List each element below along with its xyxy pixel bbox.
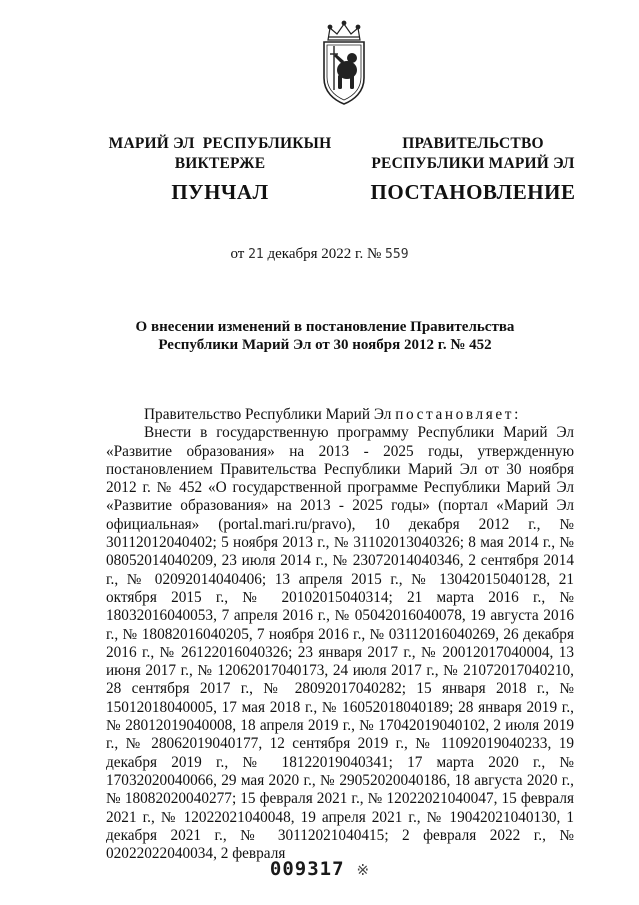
header-mari-decree-title: ПУНЧАЛ — [171, 180, 269, 204]
header-russian-line1: ПРАВИТЕЛЬСТВО — [402, 135, 544, 152]
decree-date-line — [0, 246, 639, 263]
document-title-line2: Республики Марий Эл от 30 ноября 2012 г. № 452 — [158, 337, 492, 353]
header-russian-block — [362, 134, 584, 174]
document-title — [110, 318, 540, 354]
crown-icon — [328, 21, 360, 40]
header-mari-line1: МАРИЙ ЭЛ РЕСПУБЛИКЫН — [108, 135, 332, 152]
date-prefix: от — [230, 246, 245, 262]
document-body — [106, 406, 574, 863]
coat-of-arms-emblem — [318, 20, 370, 106]
document-title-line1: О внесении изменений в постановление Правительства — [135, 319, 515, 335]
form-serial-number — [0, 858, 639, 880]
header-russian-decree-title: ПОСТАНОВЛЕНИЕ — [370, 180, 576, 204]
date-month-year: декабря 2022 г. № — [267, 246, 382, 262]
body-intro-text: Правительство Республики Марий Эл — [144, 406, 392, 423]
body-intro-verb: постановляет: — [395, 406, 521, 423]
serial-number: 009317 — [269, 858, 345, 880]
decree-number: 559 — [385, 247, 409, 262]
body-intro — [106, 406, 574, 424]
body-paragraph: Внести в государственную программу Республики Марий Эл «Развитие образования» на 2013 - 2025 годы, утвержденную постановлением Правительства Республики Марий Эл от 30 ноября 2012 г. № 452 «О государственной программе Республики Марий Эл «Развитие образования» на 2013 - 2025 годы» (портал «Марий Эл официальная» (portal.mari.ru/pravo), 10 декабря 2012 г., № 30112012040402; 5 ноября 2013 г., № 31102013040326; 8 мая 2014 г., № 08052014040209, 23 июля 2014 г., № 23072014040346, 2 сентября 2014 г., № 02092014040406; 13 апреля 2015 г., № 13042015040128, 21 октября 2015 г., № 20102015040314; 21 марта 2016 г., № 18032016040053, 7 апреля 2016 г., № 05042016040078, 19 августа 2016 г., № 18082016040205, 7 ноября 2016 г., № 03112016040269, 26 декабря 2016 г., № 26122016040326; 23 января 2017 г., № 20012017040004, 13 июня 2017 г., № 12062017040173, 24 июля 2017 г., № 21072017040210, 28 сентября 2017 г., № 28092017040282; 15 января 2018 г., № 15012018040005, 17 мая 2018 г., № 16052018040189; 28 января 2019 г., № 28012019040008, 18 апреля 2019 г., № 17042019040102, 2 июля 2019 г., № 28062019040177, 12 сентября 2019 г., № 11092019040233, 19 декабря 2019 г., № 18122019040341; 17 марта 2020 г., № 17032020040066, 29 мая 2020 г., № 29052020040186, 18 августа 2020 г., № 18082020040277; 15 февраля 2021 г., № 12022021040047, 15 февраля 2021 г., № 12022021040048, 19 апреля 2021 г., № 19042021040130, 1 декабря 2021 г., № 30112021040415; 2 февраля 2022 г., № 02022022040034, 2 февраля — [106, 424, 574, 863]
header-mari-line2: ВИКТЕРЖЕ — [174, 155, 266, 172]
serial-mark-icon: ※ — [356, 863, 370, 879]
header-mari-block — [100, 134, 340, 174]
header-russian-line2: РЕСПУБЛИКИ МАРИЙ ЭЛ — [371, 155, 575, 172]
date-day: 21 — [248, 247, 264, 262]
